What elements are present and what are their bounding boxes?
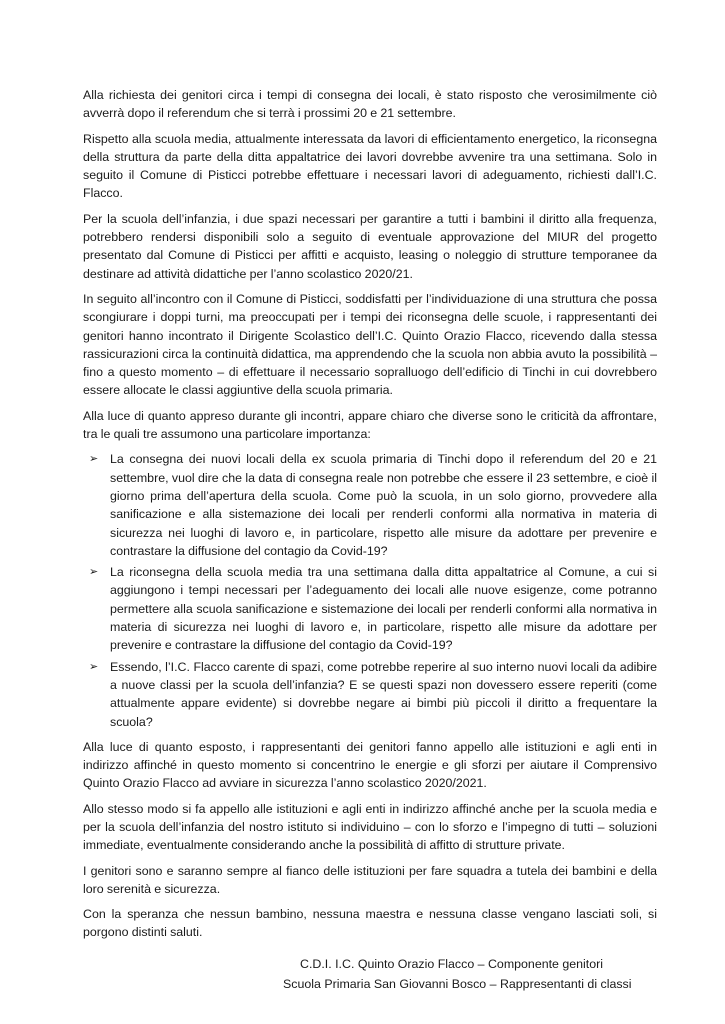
signature-block bbox=[83, 954, 657, 994]
arrow-bullet-icon: ➢ bbox=[89, 566, 99, 579]
list-item bbox=[83, 450, 657, 560]
paragraph-support: I genitori sono e saranno sempre al fianco delle istituzioni per fare squadra a tutela dei bambini e della loro serenità e sicurezza. bbox=[83, 863, 657, 896]
list-item bbox=[83, 658, 657, 731]
paragraph-kindergarten: Per la scuola dell’infanzia, i due spazi necessari per garantire a tutti i bambini il diritto alla frequenza, potrebbero rendersi disponibili solo a seguito di eventuale approvazione del MIUR del progetto presentato dal Comune di Pisticci per affitti e acquisto, leasing o noleggio di strutture temporanee da destinare ad attività didattiche per l’anno scolastico 2020/21. bbox=[83, 211, 657, 281]
paragraph-delivery-times: Alla richiesta dei genitori circa i tempi di consegna dei locali, è stato risposto che verosimilmente ciò avverrà dopo il referendum che si terrà i prossimi 20 e 21 settembre. bbox=[83, 88, 657, 121]
list-item-text: La riconsegna della scuola media tra una settimana dalla ditta appaltatrice al Comune, a cui si aggiungono i tempi necessari per l’adeguamento dei locali alle nuove esigenze, come potranno permettere alla scuola sanificazione e sistemazione dei locali per renderli conformi alla normativa in materia di sicurezza nei luoghi di lavoro e, in particolare, rispetto alle misure da adottare per prevenire e contrastare la diffusione del contagio da Covid-19? bbox=[110, 565, 657, 653]
paragraph-meeting: In seguito all’incontro con il Comune di Pisticci, soddisfatti per l’individuazione di una struttura che possa scongiurare i doppi turni, ma preoccupati per i tempi dei riconsegna delle scuole, i rappresentanti dei genitori hanno incontrato il Dirigente Scolastico dell’I.C. Quinto Orazio Flacco, ricevendo dalla stessa rassicurazioni circa la continuità didattica, ma apprendendo che la scuola non abbia avuto la possibilità – fino a questo momento – di effettuare il necessario sopralluogo dell’edificio di Tinchi in cui dovrebbero essere allocate le classi aggiuntive della scuola primaria. bbox=[83, 291, 657, 398]
arrow-bullet-icon: ➢ bbox=[89, 660, 99, 673]
letter-body bbox=[83, 86, 657, 994]
list-item-text: Essendo, l’I.C. Flacco carente di spazi, come potrebbe reperire al suo interno nuovi locali da adibire a nuove classi per la scuola dell’infanzia? E se questi spazi non dovessero essere reperiti (come attualmente appare evidente) si dovrebbe negare ai bimbi più piccoli il diritto a frequentare la scuola? bbox=[110, 659, 657, 729]
paragraph-middle-school: Rispetto alla scuola media, attualmente interessata da lavori di efficientamento energetico, la riconsegna della struttura da parte della ditta appaltatrice dei lavori dovrebbe avvenire tra una settimana. Solo in seguito il Comune di Pisticci potrebbe effettuare i necessari lavori di adeguamento, richiesti dall’I.C. Flacco. bbox=[83, 131, 657, 201]
paragraph-appeal: Alla luce di quanto esposto, i rappresentanti dei genitori fanno appello alle istituzioni e agli enti in indirizzo affinché in questo momento si concentrino le energie e gli sforzi per aiutare il Comprensivo Quinto Orazio Flacco ad avviare in sicurezza l’anno scolastico 2020/2021. bbox=[83, 739, 657, 791]
paragraph-closing: Con la speranza che nessun bambino, nessuna maestra e nessuna classe vengano lasciati soli, si porgono distinti saluti. bbox=[83, 907, 657, 940]
paragraph-criticalities-intro: Alla luce di quanto appreso durante gli incontri, appare chiaro che diverse sono le criticità da affrontare, tra le quali tre assumono una particolare importanza: bbox=[83, 408, 657, 442]
list-item bbox=[83, 563, 657, 654]
signature-line-cdi: C.D.I. I.C. Quinto Orazio Flacco – Componente genitori bbox=[300, 956, 604, 971]
arrow-bullet-icon: ➢ bbox=[89, 453, 99, 466]
list-item-text: La consegna dei nuovi locali della ex scuola primaria di Tinchi dopo il referendum del 20 e 21 settembre, vuol dire che la data di consegna reale non potrebbe che essere il 23 settembre, e cioè il giorno prima dell’apertura della scuola. Come può la scuola, in un solo giorno, provvedere alla sanificazione e alla sistemazione dei locali per renderli conformi alla normativa in materia di sicurezza nei luoghi di lavoro e, in particolare, rispetto alle misure da adottare per prevenire e contrastare la diffusione del contagio da Covid-19? bbox=[110, 452, 657, 558]
signature-line-school: Scuola Primaria San Giovanni Bosco – Rappresentanti di classi bbox=[283, 976, 632, 991]
paragraph-appeal-media-infanzia: Allo stesso modo si fa appello alle istituzioni e agli enti in indirizzo affinché anche per la scuola media e per la scuola dell’infanzia del nostro istituto si individuino – con lo sforzo e l’impegno di tutti – soluzioni immediate, eventualmente considerando anche la possibilità di affitto di strutture private. bbox=[83, 801, 657, 853]
criticalities-list bbox=[83, 450, 657, 730]
